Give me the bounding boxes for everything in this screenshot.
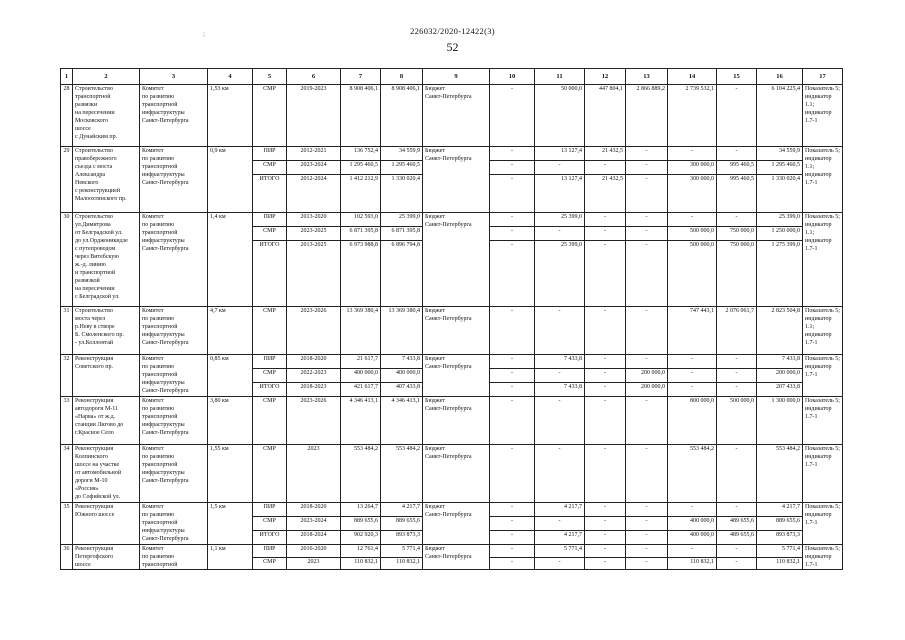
cost: 8 908 406,1 bbox=[341, 85, 381, 147]
amount-y2021: 13 127,4 bbox=[535, 147, 585, 161]
period: 2023-2026 bbox=[287, 397, 341, 445]
cost: 421 617,7 bbox=[341, 383, 381, 397]
amount-total: 889 655,6 bbox=[757, 517, 803, 531]
funding-source: Бюджет Санкт-Петербурга bbox=[423, 307, 490, 355]
table-row bbox=[61, 355, 843, 369]
amount-y2024: - bbox=[668, 355, 717, 369]
amount-total: 893 873,3 bbox=[757, 531, 803, 545]
indicators: Показатель 5; индикатор 1.1; индикатор 1.7-1 bbox=[803, 213, 843, 307]
indicators: Показатель 5; индикатор 1.7-1 bbox=[803, 545, 843, 570]
amount-y2024: 300 000,0 bbox=[668, 175, 717, 213]
indicators: Показатель 5; индикатор 1.1; индикатор 1.7-1 bbox=[803, 85, 843, 147]
remaining-cost: 400 000,0 bbox=[381, 369, 423, 383]
stage: СМР bbox=[253, 85, 287, 147]
amount-y2022: - bbox=[585, 557, 626, 570]
column-header-7: 7 bbox=[341, 69, 381, 85]
program-table bbox=[60, 68, 843, 570]
amount-y2021: - bbox=[535, 227, 585, 241]
table-body bbox=[61, 85, 843, 570]
length: 4,7 км bbox=[208, 307, 253, 355]
remaining-cost: 8 908 406,1 bbox=[381, 85, 423, 147]
row-number: 36 bbox=[61, 545, 73, 570]
amount-y2025: - bbox=[717, 213, 757, 227]
amount-y2021: 13 127,4 bbox=[535, 175, 585, 213]
indicators: Показатель 5; индикатор 1.1; индикатор 1.7-1 bbox=[803, 147, 843, 213]
amount-y2021: 25 399,0 bbox=[535, 213, 585, 227]
amount-total: 200 000,0 bbox=[757, 369, 803, 383]
table-row bbox=[61, 213, 843, 227]
table-row bbox=[61, 397, 843, 445]
amount-y2021: - bbox=[535, 445, 585, 503]
period: 2018-2020 bbox=[287, 355, 341, 369]
period: 2023-2026 bbox=[287, 307, 341, 355]
amount-y2020: - bbox=[490, 213, 535, 227]
period: 2013-2025 bbox=[287, 241, 341, 307]
customer: Комитет по развитию транспортной инфраструктуры Санкт-Петербурга bbox=[140, 355, 208, 397]
stage: ПИР bbox=[253, 213, 287, 227]
amount-total: 5 771,4 bbox=[757, 545, 803, 558]
amount-total: 7 433,8 bbox=[757, 355, 803, 369]
amount-y2020: - bbox=[490, 307, 535, 355]
amount-y2020: - bbox=[490, 85, 535, 147]
customer: Комитет по развитию транспортной bbox=[140, 545, 208, 570]
amount-y2023: - bbox=[626, 531, 668, 545]
period: 2023 bbox=[287, 557, 341, 570]
column-header-13: 13 bbox=[626, 69, 668, 85]
column-header-8: 8 bbox=[381, 69, 423, 85]
amount-y2024: 747 443,1 bbox=[668, 307, 717, 355]
amount-y2024: - bbox=[668, 503, 717, 517]
amount-y2024: - bbox=[668, 213, 717, 227]
amount-y2025: 750 000,0 bbox=[717, 241, 757, 307]
stage: ПИР bbox=[253, 355, 287, 369]
customer: Комитет по развитию транспортной инфраструктуры Санкт-Петербурга bbox=[140, 445, 208, 503]
stage: ИТОГО bbox=[253, 175, 287, 213]
row-number: 31 bbox=[61, 307, 73, 355]
amount-y2025: 500 000,0 bbox=[717, 397, 757, 445]
cost: 6 973 988,8 bbox=[341, 241, 381, 307]
period: 2012-2021 bbox=[287, 147, 341, 161]
column-header-17: 17 bbox=[803, 69, 843, 85]
indicators: Показатель 5; индикатор 1.7-1 bbox=[803, 397, 843, 445]
cost: 902 920,3 bbox=[341, 531, 381, 545]
amount-y2021: 4 217,7 bbox=[535, 531, 585, 545]
amount-y2022: - bbox=[585, 517, 626, 531]
table-row bbox=[61, 307, 843, 355]
amount-y2020: - bbox=[490, 517, 535, 531]
period: 2023 bbox=[287, 445, 341, 503]
object-name: Реконструкция Колпинского шоссе на участке от автомобильной дороги М-10 «Россия» до Софийской ул. bbox=[73, 445, 140, 503]
remaining-cost: 553 484,2 bbox=[381, 445, 423, 503]
table-header-row bbox=[61, 69, 843, 85]
object-name: Строительство моста через р.Неву в створе Б. Смоленского пр. - ул.Коллонтай bbox=[73, 307, 140, 355]
cost: 12 761,4 bbox=[341, 545, 381, 558]
column-header-11: 11 bbox=[535, 69, 585, 85]
amount-y2023: - bbox=[626, 227, 668, 241]
amount-y2024: 500 000,0 bbox=[668, 241, 717, 307]
amount-y2020: - bbox=[490, 397, 535, 445]
table-row bbox=[61, 85, 843, 147]
indicators: Показатель 5; индикатор 1.7-1 bbox=[803, 445, 843, 503]
amount-y2023: 2 866 889,2 bbox=[626, 85, 668, 147]
remaining-cost: 34 559,9 bbox=[381, 147, 423, 161]
amount-y2022: - bbox=[585, 241, 626, 307]
amount-y2020: - bbox=[490, 241, 535, 307]
stage: СМР bbox=[253, 557, 287, 570]
amount-y2023: - bbox=[626, 545, 668, 558]
amount-total: 1 250 000,0 bbox=[757, 227, 803, 241]
row-number: 33 bbox=[61, 397, 73, 445]
stage: СМР bbox=[253, 517, 287, 531]
cost: 889 655,6 bbox=[341, 517, 381, 531]
amount-y2022: - bbox=[585, 213, 626, 227]
stage: СМР bbox=[253, 369, 287, 383]
customer: Комитет по развитию транспортной инфраструктуры Санкт-Петербурга bbox=[140, 213, 208, 307]
amount-y2022: 21 432,5 bbox=[585, 175, 626, 213]
cost: 13 369 380,4 bbox=[341, 307, 381, 355]
amount-total: 25 399,0 bbox=[757, 213, 803, 227]
funding-source: Бюджет Санкт-Петербурга bbox=[423, 445, 490, 503]
amount-y2023: 200 000,0 bbox=[626, 369, 668, 383]
amount-y2020: - bbox=[490, 545, 535, 558]
amount-y2024: 110 832,1 bbox=[668, 557, 717, 570]
amount-y2023: - bbox=[626, 517, 668, 531]
amount-y2024: 400 000,0 bbox=[668, 531, 717, 545]
period: 2018-2023 bbox=[287, 383, 341, 397]
remaining-cost: 407 433,8 bbox=[381, 383, 423, 397]
object-name: Реконструкция Советского пр. bbox=[73, 355, 140, 397]
amount-y2022: 447 804,1 bbox=[585, 85, 626, 147]
amount-y2022: - bbox=[585, 227, 626, 241]
amount-y2020: - bbox=[490, 175, 535, 213]
stage: ПИР bbox=[253, 147, 287, 161]
amount-y2024: 300 000,0 bbox=[668, 161, 717, 175]
table-row bbox=[61, 147, 843, 161]
column-header-5: 5 bbox=[253, 69, 287, 85]
amount-y2023: - bbox=[626, 213, 668, 227]
amount-y2020: - bbox=[490, 355, 535, 369]
length: 1,4 км bbox=[208, 213, 253, 307]
amount-y2020: - bbox=[490, 161, 535, 175]
amount-y2024: - bbox=[668, 383, 717, 397]
stage: ПИР bbox=[253, 545, 287, 558]
indicators: Показатель 5; индикатор 1.7-1 bbox=[803, 355, 843, 397]
stage: СМР bbox=[253, 307, 287, 355]
remaining-cost: 25 399,0 bbox=[381, 213, 423, 227]
remaining-cost: 889 655,6 bbox=[381, 517, 423, 531]
stage: СМР bbox=[253, 161, 287, 175]
amount-y2022: - bbox=[585, 503, 626, 517]
cost: 102 593,0 bbox=[341, 213, 381, 227]
amount-y2021: - bbox=[535, 307, 585, 355]
amount-y2024: 500 000,0 bbox=[668, 227, 717, 241]
document-number: 226032/2020-12422(3) bbox=[410, 26, 495, 36]
amount-y2022: - bbox=[585, 531, 626, 545]
amount-y2023: - bbox=[626, 557, 668, 570]
funding-source: Бюджет Санкт-Петербурга bbox=[423, 213, 490, 307]
remaining-cost: 893 873,3 bbox=[381, 531, 423, 545]
customer: Комитет по развитию транспортной инфраструктуры Санкт-Петербурга bbox=[140, 147, 208, 213]
amount-y2020: - bbox=[490, 227, 535, 241]
column-header-3: 3 bbox=[140, 69, 208, 85]
object-name: Строительство правобережного съезда с моста Александра Невского с реконструкцией Малоохтинского пр. bbox=[73, 147, 140, 213]
amount-y2024: - bbox=[668, 369, 717, 383]
funding-source: Бюджет Санкт-Петербурга bbox=[423, 503, 490, 545]
remaining-cost: 5 771,4 bbox=[381, 545, 423, 558]
amount-y2023: - bbox=[626, 161, 668, 175]
amount-y2023: - bbox=[626, 241, 668, 307]
row-number: 34 bbox=[61, 445, 73, 503]
amount-y2025: - bbox=[717, 503, 757, 517]
length: 1,5 км bbox=[208, 503, 253, 545]
amount-y2020: - bbox=[490, 369, 535, 383]
row-number: 28 bbox=[61, 85, 73, 147]
customer: Комитет по развитию транспортной инфраструктуры Санкт-Петербурга bbox=[140, 503, 208, 545]
column-header-6: 6 bbox=[287, 69, 341, 85]
remaining-cost: 1 295 460,5 bbox=[381, 161, 423, 175]
amount-total: 2 823 504,8 bbox=[757, 307, 803, 355]
period: 2022-2023 bbox=[287, 369, 341, 383]
amount-total: 34 559,9 bbox=[757, 147, 803, 161]
table-row bbox=[61, 545, 843, 558]
amount-total: 207 433,8 bbox=[757, 383, 803, 397]
amount-y2025: 995 460,5 bbox=[717, 175, 757, 213]
amount-total: 1 295 460,5 bbox=[757, 161, 803, 175]
amount-y2025: - bbox=[717, 85, 757, 147]
amount-total: 1 330 020,4 bbox=[757, 175, 803, 213]
column-header-12: 12 bbox=[585, 69, 626, 85]
object-name: Реконструкция Южного шоссе bbox=[73, 503, 140, 545]
stage: СМР bbox=[253, 445, 287, 503]
amount-y2025: - bbox=[717, 147, 757, 161]
amount-y2021: 7 433,8 bbox=[535, 383, 585, 397]
period: 2018-2020 bbox=[287, 503, 341, 517]
column-header-9: 9 bbox=[423, 69, 490, 85]
amount-y2023: - bbox=[626, 307, 668, 355]
amount-y2025: - bbox=[717, 355, 757, 369]
period: 2016-2020 bbox=[287, 545, 341, 558]
amount-y2020: - bbox=[490, 557, 535, 570]
cost: 136 752,4 bbox=[341, 147, 381, 161]
amount-y2021: 7 433,8 bbox=[535, 355, 585, 369]
amount-y2020: - bbox=[490, 503, 535, 517]
remaining-cost: 4 346 413,1 bbox=[381, 397, 423, 445]
amount-y2022: - bbox=[585, 355, 626, 369]
amount-y2021: 4 217,7 bbox=[535, 503, 585, 517]
column-header-4: 4 bbox=[208, 69, 253, 85]
amount-y2021: - bbox=[535, 557, 585, 570]
amount-y2023: 200 000,0 bbox=[626, 383, 668, 397]
object-name: Строительство ул.Димитрова от Белградской ул. до ул.Орджоникидзе с путепроводом через Витебскую ж.-д. линию и транспортной развязкой на пересечении с Белградской ул. bbox=[73, 213, 140, 307]
period: 2013-2020 bbox=[287, 213, 341, 227]
amount-y2023: - bbox=[626, 445, 668, 503]
column-header-1: 1 bbox=[61, 69, 73, 85]
amount-y2021: - bbox=[535, 397, 585, 445]
length: 0,85 км bbox=[208, 355, 253, 397]
column-header-10: 10 bbox=[490, 69, 535, 85]
amount-y2025: - bbox=[717, 369, 757, 383]
row-number: 32 bbox=[61, 355, 73, 397]
cost: 21 617,7 bbox=[341, 355, 381, 369]
amount-y2025: - bbox=[717, 383, 757, 397]
object-name: Реконструкция автодороги М-11 «Нарва» от ж.д. станции Лигово до г.Красное Село bbox=[73, 397, 140, 445]
cost: 400 000,0 bbox=[341, 369, 381, 383]
funding-source: Бюджет Санкт-Петербурга bbox=[423, 355, 490, 397]
cost: 13 264,7 bbox=[341, 503, 381, 517]
remaining-cost: 13 369 380,4 bbox=[381, 307, 423, 355]
length: 0,9 км bbox=[208, 147, 253, 213]
amount-y2023: - bbox=[626, 355, 668, 369]
amount-y2025: - bbox=[717, 445, 757, 503]
amount-y2021: 50 000,0 bbox=[535, 85, 585, 147]
amount-y2021: - bbox=[535, 517, 585, 531]
amount-y2021: - bbox=[535, 369, 585, 383]
amount-y2024: 553 484,2 bbox=[668, 445, 717, 503]
indicators: Показатель 5; индикатор 1.1; индикатор 1.7-1 bbox=[803, 307, 843, 355]
remaining-cost: 6 896 794,8 bbox=[381, 241, 423, 307]
amount-y2025: 995 460,5 bbox=[717, 161, 757, 175]
length: 3,80 км bbox=[208, 397, 253, 445]
amount-y2023: - bbox=[626, 147, 668, 161]
funding-source: Бюджет Санкт-Петербурга bbox=[423, 545, 490, 570]
amount-y2021: 25 399,0 bbox=[535, 241, 585, 307]
amount-total: 1 300 000,0 bbox=[757, 397, 803, 445]
amount-y2021: 5 771,4 bbox=[535, 545, 585, 558]
amount-y2025: 489 655,6 bbox=[717, 517, 757, 531]
cost: 110 832,1 bbox=[341, 557, 381, 570]
funding-source: Бюджет Санкт-Петербурга bbox=[423, 147, 490, 213]
stage: ИТОГО bbox=[253, 241, 287, 307]
column-header-16: 16 bbox=[757, 69, 803, 85]
period: 2019-2023 bbox=[287, 85, 341, 147]
amount-y2023: - bbox=[626, 503, 668, 517]
amount-y2022: - bbox=[585, 545, 626, 558]
remaining-cost: 1 330 020,4 bbox=[381, 175, 423, 213]
row-number: 30 bbox=[61, 213, 73, 307]
page-number: 52 bbox=[446, 40, 459, 54]
amount-y2022: - bbox=[585, 397, 626, 445]
row-number: 29 bbox=[61, 147, 73, 213]
customer: Комитет по развитию транспортной инфраструктуры Санкт-Петербурга bbox=[140, 307, 208, 355]
amount-total: 553 484,2 bbox=[757, 445, 803, 503]
amount-y2023: - bbox=[626, 175, 668, 213]
stage: ПИР bbox=[253, 503, 287, 517]
amount-y2024: - bbox=[668, 147, 717, 161]
length: 1,53 км bbox=[208, 85, 253, 147]
remaining-cost: 7 433,8 bbox=[381, 355, 423, 369]
amount-y2020: - bbox=[490, 531, 535, 545]
indicators: Показатель 5; индикатор 1.7-1 bbox=[803, 503, 843, 545]
period: 2023-2024 bbox=[287, 161, 341, 175]
amount-y2020: - bbox=[490, 383, 535, 397]
period: 2023-2025 bbox=[287, 227, 341, 241]
period: 2012-2024 bbox=[287, 175, 341, 213]
cost: 4 346 413,1 bbox=[341, 397, 381, 445]
remaining-cost: 6 871 395,8 bbox=[381, 227, 423, 241]
stage: ИТОГО bbox=[253, 531, 287, 545]
amount-y2025: - bbox=[717, 557, 757, 570]
scan-mark: ; bbox=[203, 30, 205, 38]
amount-y2024: 400 000,0 bbox=[668, 517, 717, 531]
stage: ИТОГО bbox=[253, 383, 287, 397]
amount-total: 6 104 225,4 bbox=[757, 85, 803, 147]
cost: 553 484,2 bbox=[341, 445, 381, 503]
period: 2023-2024 bbox=[287, 517, 341, 531]
column-header-14: 14 bbox=[668, 69, 717, 85]
amount-y2025: 750 000,0 bbox=[717, 227, 757, 241]
amount-y2022: - bbox=[585, 369, 626, 383]
amount-y2024: - bbox=[668, 545, 717, 558]
cost: 6 871 395,8 bbox=[341, 227, 381, 241]
funding-source: Бюджет Санкт-Петербурга bbox=[423, 397, 490, 445]
amount-y2022: - bbox=[585, 307, 626, 355]
column-header-15: 15 bbox=[717, 69, 757, 85]
amount-total: 110 832,1 bbox=[757, 557, 803, 570]
table-row bbox=[61, 445, 843, 503]
amount-y2021: - bbox=[535, 161, 585, 175]
row-number: 35 bbox=[61, 503, 73, 545]
amount-y2022: - bbox=[585, 445, 626, 503]
amount-y2020: - bbox=[490, 445, 535, 503]
amount-y2023: - bbox=[626, 397, 668, 445]
funding-source: Бюджет Санкт-Петербурга bbox=[423, 85, 490, 147]
length: 1,55 км bbox=[208, 445, 253, 503]
customer: Комитет по развитию транспортной инфраструктуры Санкт-Петербурга bbox=[140, 85, 208, 147]
stage: СМР bbox=[253, 227, 287, 241]
stage: СМР bbox=[253, 397, 287, 445]
amount-y2024: 800 000,0 bbox=[668, 397, 717, 445]
cost: 1 295 460,5 bbox=[341, 161, 381, 175]
amount-y2025: 2 076 061,7 bbox=[717, 307, 757, 355]
amount-y2020: - bbox=[490, 147, 535, 161]
column-header-2: 2 bbox=[73, 69, 140, 85]
amount-y2025: - bbox=[717, 545, 757, 558]
table-row bbox=[61, 503, 843, 517]
length: 1,1 км bbox=[208, 545, 253, 570]
amount-y2022: - bbox=[585, 161, 626, 175]
customer: Комитет по развитию транспортной инфраструктуры Санкт-Петербурга bbox=[140, 397, 208, 445]
amount-y2024: 2 739 532,1 bbox=[668, 85, 717, 147]
cost: 1 412 212,9 bbox=[341, 175, 381, 213]
object-name: Реконструкция Петергофского шоссе bbox=[73, 545, 140, 570]
remaining-cost: 110 832,1 bbox=[381, 557, 423, 570]
amount-total: 4 217,7 bbox=[757, 503, 803, 517]
object-name: Строительство транспортной развязки на пересечении Московского шоссе с Дунайским пр. bbox=[73, 85, 140, 147]
amount-y2025: 489 655,6 bbox=[717, 531, 757, 545]
amount-y2022: - bbox=[585, 383, 626, 397]
amount-total: 1 275 399,0 bbox=[757, 241, 803, 307]
amount-y2022: 21 432,5 bbox=[585, 147, 626, 161]
period: 2018-2024 bbox=[287, 531, 341, 545]
remaining-cost: 4 217,7 bbox=[381, 503, 423, 517]
